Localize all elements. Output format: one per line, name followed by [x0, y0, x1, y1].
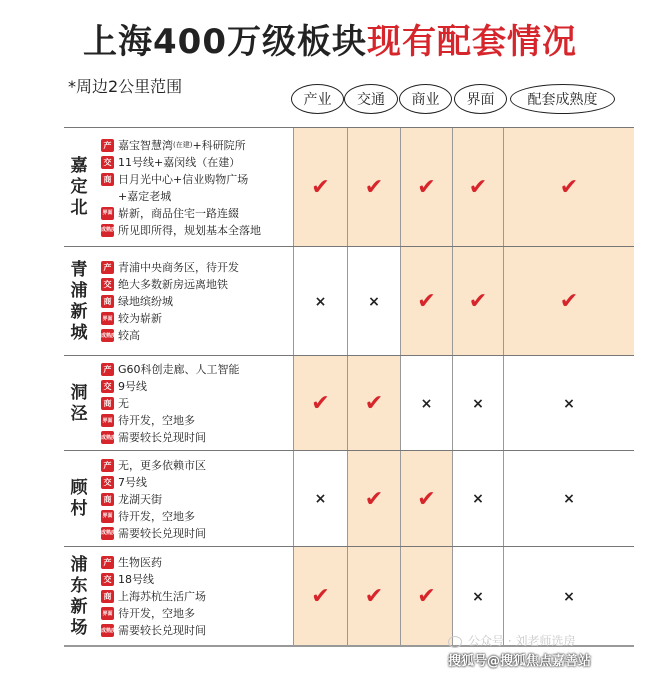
- region-char: 顾: [70, 478, 88, 498]
- category-badge: 成熟度: [101, 527, 114, 540]
- table-row: [64, 127, 634, 247]
- category-badge: 界面: [101, 607, 114, 620]
- check-icon: ✔: [311, 175, 330, 200]
- list-item: [101, 155, 293, 170]
- item-text: 生物医药: [118, 556, 162, 569]
- list-item: [101, 623, 293, 638]
- cross-cell: [293, 247, 347, 356]
- category-badge: 商: [101, 173, 114, 186]
- item-text: 待开发，空地多: [118, 414, 195, 427]
- cross-cell: [452, 356, 503, 451]
- cross-icon: ×: [420, 395, 433, 412]
- check-icon: ✔: [559, 289, 579, 314]
- title-black: 上海400万级板块: [83, 22, 367, 62]
- check-cell: [400, 128, 452, 247]
- cross-cell: [503, 356, 634, 451]
- check-icon: ✔: [311, 584, 330, 609]
- item-text: 较为崭新: [118, 312, 162, 325]
- item-text: 崭新，商品住宅一路连綴: [118, 206, 239, 220]
- list-item: [101, 223, 293, 238]
- cross-cell: [452, 451, 503, 547]
- check-cell: [347, 128, 400, 247]
- item-text: 需要较长兑现时间: [118, 431, 206, 444]
- region-char: 新: [70, 596, 88, 617]
- check-cell: [293, 356, 347, 451]
- check-cell: [400, 547, 452, 646]
- category-badge: 界面: [101, 414, 114, 427]
- list-item: [101, 362, 293, 377]
- cross-cell: [400, 356, 452, 451]
- item-text: 9号线: [118, 380, 147, 393]
- category-badge: 商: [101, 590, 114, 603]
- item-text: 绿地缤纷城: [118, 295, 173, 308]
- category-badge: 产: [101, 363, 114, 376]
- list-item: [101, 458, 293, 473]
- check-icon: ✔: [311, 391, 330, 416]
- category-badge: 产: [101, 459, 114, 472]
- item-text: 无，更多依赖市区: [118, 458, 206, 472]
- region-char: 浦: [70, 280, 88, 301]
- check-cell: [347, 547, 400, 646]
- item-text: 18号线: [118, 573, 154, 586]
- region-char: 新: [70, 301, 88, 322]
- cross-icon: ×: [563, 395, 575, 412]
- region-name: [64, 247, 94, 356]
- item-text: 待开发，空地多: [118, 607, 195, 620]
- category-badge: 界面: [101, 312, 114, 325]
- check-icon: ✔: [364, 175, 384, 200]
- region-char: 定: [70, 177, 88, 197]
- check-cell: [293, 128, 347, 247]
- list-item: [101, 294, 293, 309]
- item-text: 较高: [118, 329, 140, 342]
- check-icon: ✔: [417, 486, 436, 512]
- title-red: 现有配套情况: [366, 22, 577, 62]
- check-icon: ✔: [364, 584, 384, 609]
- cross-icon: ×: [314, 491, 327, 507]
- table-row: [64, 450, 634, 547]
- item-text: G60科创走廊、人工智能: [118, 363, 240, 376]
- region-char: 泾: [70, 403, 88, 424]
- region-name: [64, 451, 94, 547]
- check-cell: [347, 356, 400, 451]
- region-char: 村: [70, 499, 88, 519]
- check-cell: [503, 128, 634, 247]
- check-cell: [293, 547, 347, 646]
- category-badge: 产: [101, 139, 114, 152]
- item-text: 需要较长兑现时间: [118, 526, 206, 540]
- category-badge: 交: [101, 278, 114, 291]
- cross-icon: ×: [472, 588, 484, 605]
- region-char: 场: [70, 617, 88, 638]
- cross-icon: ×: [472, 395, 484, 412]
- list-item: [101, 413, 293, 428]
- item-text: 上海苏杭生活广场: [118, 590, 206, 603]
- list-item: [101, 526, 293, 541]
- category-badge: 成熟度: [101, 224, 114, 237]
- list-item: [101, 138, 293, 153]
- cross-icon: ×: [563, 588, 575, 605]
- item-text: 所见即所得，规划基本全落地: [118, 223, 261, 237]
- column-header-3: 界面: [454, 84, 507, 114]
- region-name: [64, 356, 94, 451]
- check-icon: ✔: [364, 391, 384, 416]
- category-badge: 产: [101, 261, 114, 274]
- item-text: +嘉定老城: [118, 189, 172, 203]
- region-char: 北: [70, 198, 88, 218]
- check-icon: ✔: [417, 175, 436, 200]
- list-item: [101, 260, 293, 275]
- range-note: *周边2公里范围: [68, 77, 183, 96]
- item-text: +科研院所: [192, 138, 246, 152]
- check-cell: [452, 247, 503, 356]
- table-row: [64, 546, 634, 646]
- item-text: 龙湖天街: [118, 492, 162, 506]
- list-item: [101, 430, 293, 445]
- check-icon: ✔: [559, 175, 579, 200]
- category-badge: 成熟度: [101, 431, 114, 444]
- check-icon: ✔: [364, 486, 384, 512]
- category-badge: 交: [101, 156, 114, 169]
- check-icon: ✔: [468, 175, 488, 200]
- cross-cell: [347, 247, 400, 356]
- column-header-4: 配套成熟度: [510, 84, 615, 114]
- feature-list: [101, 247, 293, 356]
- feature-list: [101, 451, 293, 547]
- category-badge: 交: [101, 573, 114, 586]
- check-cell: [452, 128, 503, 247]
- region-char: 青: [70, 259, 88, 280]
- wechat-icon: [448, 636, 462, 648]
- category-badge: 界面: [101, 510, 114, 523]
- cross-cell: [503, 451, 634, 547]
- list-item: [101, 379, 293, 394]
- list-item: [101, 555, 293, 570]
- category-badge: 界面: [101, 207, 114, 220]
- list-item: [101, 492, 293, 507]
- watermark: 搜狐号@搜狐焦点嘉善站: [448, 654, 592, 669]
- category-badge: 商: [101, 295, 114, 308]
- item-text: 11号线+嘉闵线（在建）: [118, 155, 241, 169]
- check-cell: [400, 247, 452, 356]
- category-badge: 商: [101, 493, 114, 506]
- column-header-2: 商业: [399, 84, 452, 114]
- check-cell: [400, 451, 452, 547]
- table-row: [64, 246, 634, 356]
- feature-list: [101, 356, 293, 451]
- item-text: 日月光中心+信业购物广场: [118, 172, 249, 186]
- list-item: [101, 396, 293, 411]
- list-item: [101, 589, 293, 604]
- category-badge: 交: [101, 476, 114, 489]
- category-badge: 成熟度: [101, 624, 114, 637]
- list-item: [101, 509, 293, 524]
- column-header-1: 交通: [344, 84, 398, 114]
- table-row: [64, 355, 634, 451]
- list-item: [101, 572, 293, 587]
- category-badge: 成熟度: [101, 329, 114, 342]
- region-name: [64, 128, 94, 247]
- faint-watermark: 公众号 · 刘老师选房: [468, 634, 576, 648]
- list-item: [101, 606, 293, 621]
- item-text: 青浦中央商务区，待开发: [118, 261, 239, 274]
- region-char: 城: [70, 322, 88, 343]
- list-item: [101, 277, 293, 292]
- item-text: 无: [118, 397, 129, 410]
- list-item: [101, 311, 293, 326]
- page-title: [0, 14, 660, 63]
- category-badge: 交: [101, 380, 114, 393]
- list-item: [101, 328, 293, 343]
- region-name: [64, 547, 94, 646]
- feature-list: [101, 128, 293, 247]
- list-item: [101, 475, 293, 490]
- category-badge: 产: [101, 556, 114, 569]
- cross-icon: ×: [472, 491, 484, 507]
- list-item: [101, 172, 293, 187]
- check-cell: [347, 451, 400, 547]
- list-item: [101, 189, 293, 204]
- check-cell: [503, 247, 634, 356]
- item-text: 待开发，空地多: [118, 509, 195, 523]
- check-icon: ✔: [417, 584, 436, 609]
- item-text: 7号线: [118, 475, 147, 489]
- category-badge: 商: [101, 397, 114, 410]
- item-note: (在建): [173, 140, 193, 149]
- cross-icon: ×: [368, 293, 380, 310]
- item-text: 绝大多数新房远离地铁: [118, 278, 228, 291]
- check-icon: ✔: [417, 289, 436, 314]
- column-header-0: 产业: [291, 84, 344, 114]
- item-text: 嘉宝智慧湾: [118, 138, 173, 152]
- region-char: 东: [70, 575, 88, 596]
- cross-cell: [293, 451, 347, 547]
- feature-list: [101, 547, 293, 646]
- cross-icon: ×: [314, 293, 327, 310]
- list-item: [101, 206, 293, 221]
- item-text: 需要较长兑现时间: [118, 624, 206, 637]
- region-char: 洞: [70, 382, 88, 403]
- check-icon: ✔: [468, 289, 488, 314]
- cross-icon: ×: [563, 491, 575, 507]
- region-char: 嘉: [70, 156, 88, 176]
- region-char: 浦: [70, 554, 88, 575]
